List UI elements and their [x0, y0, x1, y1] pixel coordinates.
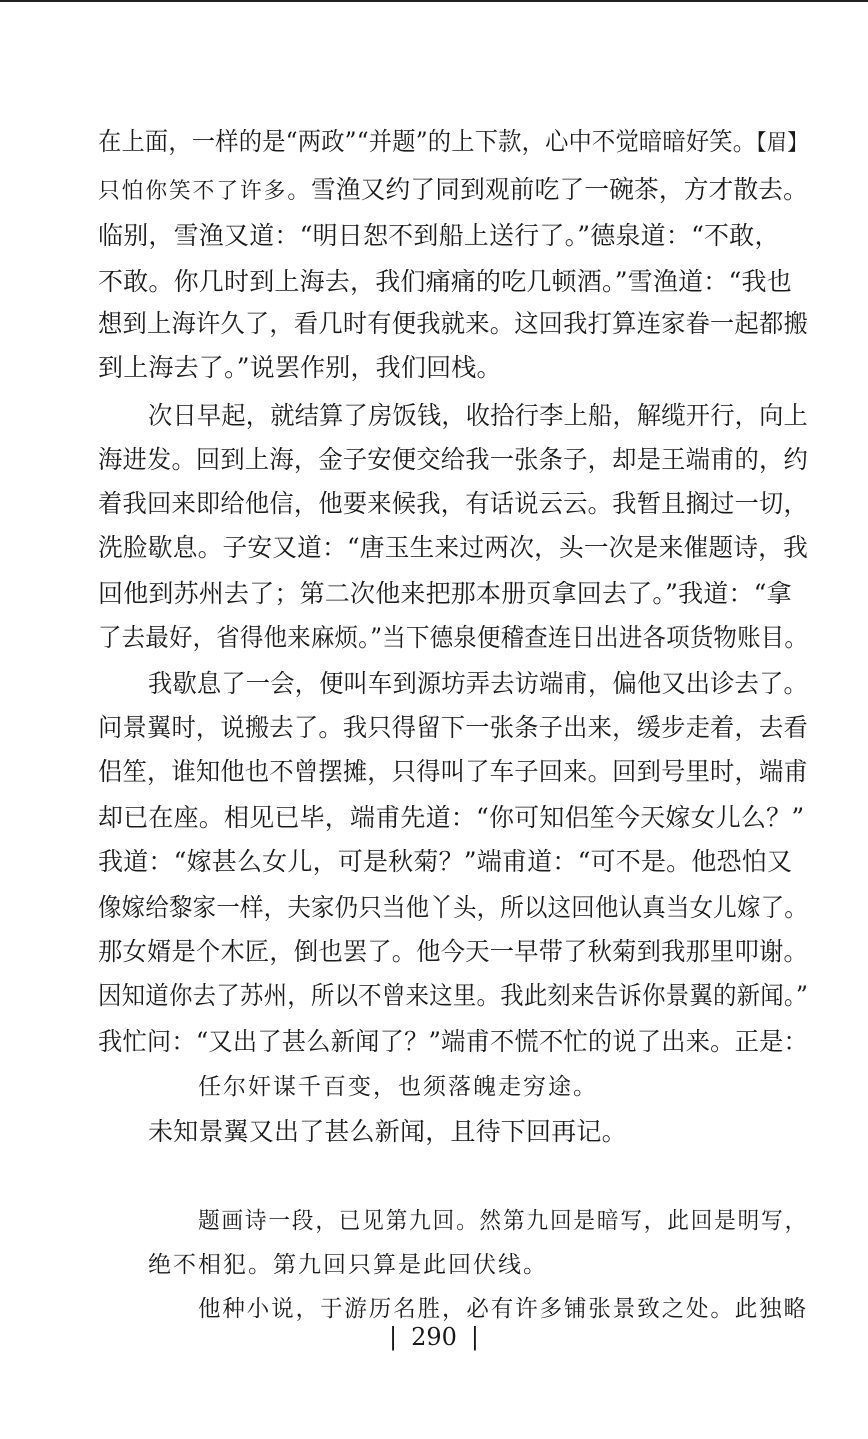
text-line-15: 侣笙，谁知他也不曾摆摊，只得叫了车子回来。回到号里时，端甫	[98, 757, 808, 786]
text-line-1	[98, 122, 808, 158]
top-border-rule	[0, 0, 868, 2]
text-line-21: 我忙问：“又出了甚么新闻了？”端甫不慌不忙的说了出来。正是：	[98, 1027, 808, 1056]
chapter-closing-line: 未知景翼又出了甚么新闻，且待下回再记。	[148, 1117, 627, 1146]
text-line-5: 想到上海许久了，看几时有便我就来。这回我打算连家眷一起都搬	[98, 309, 808, 338]
text-line-10: 洗脸歇息。子安又道：“唐玉生来过两次，头一次是来催题诗，我	[98, 533, 808, 562]
page-number-left-bar: |	[389, 1323, 398, 1351]
text-line-14: 问景翼时，说搬去了。我只得留下一张条子出来，缓步走着，去看	[98, 713, 808, 742]
text-line-16: 却已在座。相见已毕，端甫先道：“你可知侣笙今天嫁女儿么？”	[98, 803, 805, 832]
text-line-19: 那女婿是个木匠，倒也罢了。他今天一早带了秋菊到我那里叩谢。	[98, 937, 808, 966]
text-line-2-content: 雪渔又约了同到观前吃了一碗茶，方才散去。	[311, 175, 809, 204]
text-line-2	[98, 170, 808, 206]
commentary-line-2: 绝不相犯。第九回只算是此回伏线。	[148, 1252, 548, 1278]
page-footer	[0, 1323, 868, 1351]
text-line-4: 不敢。你几时到上海去，我们痛痛的吃几顿酒。”雪渔道：“我也	[98, 267, 792, 296]
text-line-12: 了去最好，省得他来麻烦。”当下德泉便稽查连日出进各项货物账目。	[98, 623, 809, 652]
text-line-11: 回他到苏州去了；第二次他来把那本册页拿回去了。”我道：“拿	[98, 579, 792, 608]
closing-verse: 任尔奸谋千百变，也须落魄走穷途。	[198, 1074, 598, 1100]
mei-annotation-text: 只怕你笑不了许多。	[98, 179, 312, 204]
commentary-line-1: 题画诗一段，已见第九回。然第九回是暗写，此回是明写，	[198, 1208, 809, 1234]
text-line-1-content: 在上面，一样的是“两政”“并题”的上下款，心中不觉暗暗好笑。	[98, 127, 757, 156]
text-line-17: 我道：“嫁甚么女儿，可是秋菊？”端甫道：“可不是。他恐怕又	[98, 847, 793, 876]
text-line-20: 因知道你去了苏州，所以不曾来这里。我此刻来告诉你景翼的新闻。”	[98, 981, 809, 1010]
commentary-line-3: 他种小说，于游历名胜，必有许多铺张景致之处。此独略	[198, 1296, 808, 1322]
text-line-6: 到上海去了。”说罢作别，我们回栈。	[98, 353, 502, 382]
text-line-18: 像嫁给黎家一样，夫家仍只当他丫头，所以这回他认真当女儿嫁了。	[98, 893, 808, 922]
page-number: 290	[411, 1323, 457, 1351]
text-line-3: 临别，雪渔又道：“明日恕不到船上送行了。”德泉道：“不敢，	[98, 221, 780, 250]
page-number-right-bar: |	[470, 1323, 479, 1351]
text-line-13: 我歇息了一会，便叫车到源坊弄去访端甫，偏他又出诊去了。	[148, 669, 808, 698]
text-line-8: 海进发。回到上海，金子安便交给我一张条子，却是王端甫的，约	[98, 445, 808, 474]
text-line-7: 次日早起，就结算了房饭钱，收拾行李上船，解缆开行，向上	[148, 401, 808, 430]
mei-annotation-label: 【眉】	[756, 131, 808, 156]
text-line-9: 着我回来即给他信，他要来候我，有话说云云。我暂且搁过一切，	[98, 489, 808, 518]
